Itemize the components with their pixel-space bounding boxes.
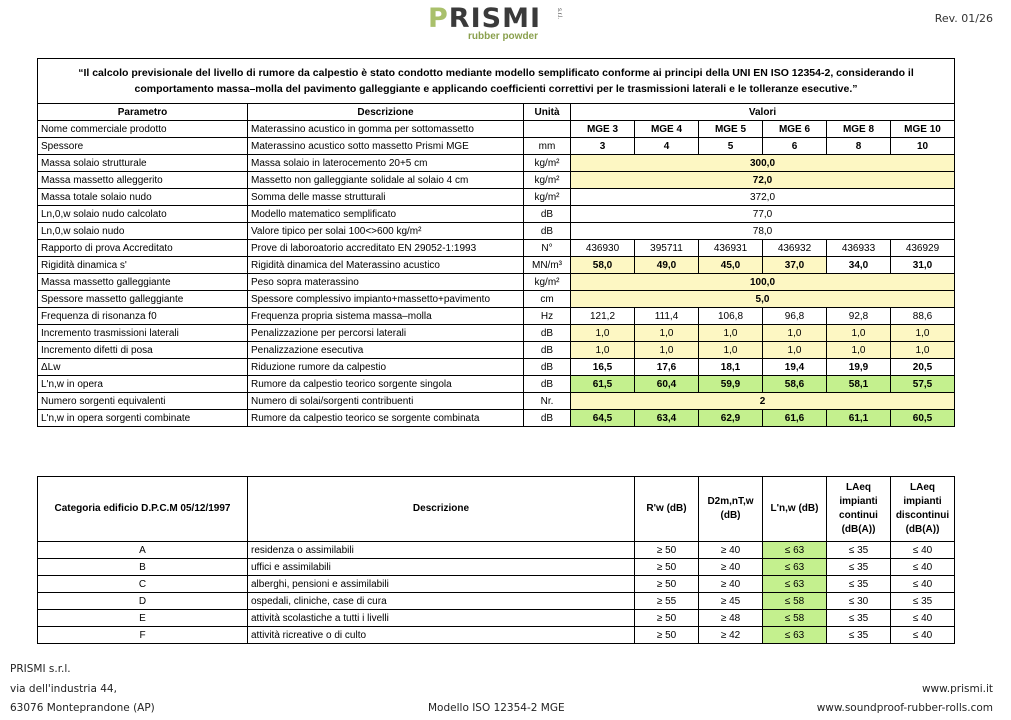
param-unit: kg/m² xyxy=(524,274,571,291)
category-laeq-continui: ≤ 35 xyxy=(827,559,891,576)
category-lnw: ≤ 63 xyxy=(763,576,827,593)
category-row xyxy=(38,559,955,576)
footer-city: 63076 Monteprandone (AP) xyxy=(10,702,155,714)
category-d2m: ≥ 40 xyxy=(699,559,763,576)
category-rw: ≥ 50 xyxy=(635,576,699,593)
cat-header-laeq-continui: LAeq impianti continui (dB(A)) xyxy=(827,477,891,542)
param-value: 8 xyxy=(827,138,891,155)
param-value: 436929 xyxy=(891,240,955,257)
param-row xyxy=(38,172,955,189)
category-description: residenza o assimilabili xyxy=(248,542,635,559)
param-value: 1,0 xyxy=(827,342,891,359)
param-description: Prove di laboroatorio accreditato EN 29052-1:1993 xyxy=(248,240,524,257)
param-unit: dB xyxy=(524,410,571,427)
param-unit: dB xyxy=(524,376,571,393)
param-value: MGE 10 xyxy=(891,121,955,138)
category-d2m: ≥ 40 xyxy=(699,576,763,593)
category-row xyxy=(38,593,955,610)
param-value: 1,0 xyxy=(763,342,827,359)
param-row xyxy=(38,189,955,206)
param-value: 34,0 xyxy=(827,257,891,274)
category-letter: D xyxy=(38,593,248,610)
param-description: Massetto non galleggiante solidale al solaio 4 cm xyxy=(248,172,524,189)
cat-header-row xyxy=(38,477,955,542)
param-name: Ln,0,w solaio nudo xyxy=(38,223,248,240)
param-unit: mm xyxy=(524,138,571,155)
param-value: 1,0 xyxy=(699,342,763,359)
param-value-merged: 300,0 xyxy=(571,155,955,172)
param-unit: dB xyxy=(524,223,571,240)
param-name: Nome commerciale prodotto xyxy=(38,121,248,138)
param-value: 57,5 xyxy=(891,376,955,393)
param-value: 58,1 xyxy=(827,376,891,393)
param-value: 62,9 xyxy=(699,410,763,427)
param-description: Numero di solai/sorgenti contribuenti xyxy=(248,393,524,410)
calculation-table xyxy=(37,58,955,427)
param-value: 1,0 xyxy=(635,342,699,359)
param-value: 5 xyxy=(699,138,763,155)
param-value: 6 xyxy=(763,138,827,155)
category-laeq-discontinui: ≤ 35 xyxy=(891,593,955,610)
category-laeq-discontinui: ≤ 40 xyxy=(891,610,955,627)
param-value-merged: 100,0 xyxy=(571,274,955,291)
param-name: Incremento difetti di posa xyxy=(38,342,248,359)
param-value: 395711 xyxy=(635,240,699,257)
cat-header-rw: R'w (dB) xyxy=(635,477,699,542)
param-value: 64,5 xyxy=(571,410,635,427)
footer-site-soundproof[interactable]: www.soundproof-rubber-rolls.com xyxy=(816,702,993,714)
prismi-logo xyxy=(428,4,578,44)
category-letter: A xyxy=(38,542,248,559)
param-value: 1,0 xyxy=(891,325,955,342)
param-value: MGE 3 xyxy=(571,121,635,138)
param-name: L'n,w in opera sorgenti combinate xyxy=(38,410,248,427)
category-description: ospedali, cliniche, case di cura xyxy=(248,593,635,610)
param-description: Spessore complessivo impianto+massetto+pavimento xyxy=(248,291,524,308)
param-unit: dB xyxy=(524,359,571,376)
param-description: Penalizzazione per percorsi laterali xyxy=(248,325,524,342)
category-rw: ≥ 50 xyxy=(635,542,699,559)
param-name: Massa massetto alleggerito xyxy=(38,172,248,189)
category-letter: E xyxy=(38,610,248,627)
logo-wordmark: PRISMI xyxy=(428,3,541,34)
param-value: 19,4 xyxy=(763,359,827,376)
category-lnw: ≤ 58 xyxy=(763,610,827,627)
param-value-merged: 77,0 xyxy=(571,206,955,223)
param-description: Penalizzazione esecutiva xyxy=(248,342,524,359)
param-row xyxy=(38,257,955,274)
param-value: 106,8 xyxy=(699,308,763,325)
param-value: MGE 6 xyxy=(763,121,827,138)
param-name: Massa solaio strutturale xyxy=(38,155,248,172)
param-name: Rapporto di prova Accreditato xyxy=(38,240,248,257)
param-value: 1,0 xyxy=(571,325,635,342)
param-value: 59,9 xyxy=(699,376,763,393)
category-laeq-continui: ≤ 35 xyxy=(827,610,891,627)
category-lnw: ≤ 58 xyxy=(763,593,827,610)
category-lnw: ≤ 63 xyxy=(763,559,827,576)
param-row xyxy=(38,291,955,308)
category-description: attività scolastiche a tutti i livelli xyxy=(248,610,635,627)
param-unit: N° xyxy=(524,240,571,257)
building-category-table xyxy=(37,476,955,644)
param-value: 88,6 xyxy=(891,308,955,325)
category-laeq-discontinui: ≤ 40 xyxy=(891,576,955,593)
category-laeq-continui: ≤ 35 xyxy=(827,576,891,593)
param-row xyxy=(38,240,955,257)
category-laeq-discontinui: ≤ 40 xyxy=(891,627,955,644)
param-value: 436930 xyxy=(571,240,635,257)
category-laeq-discontinui: ≤ 40 xyxy=(891,542,955,559)
param-name: Rigidità dinamica s' xyxy=(38,257,248,274)
header-parametro: Parametro xyxy=(38,104,248,121)
param-value: 60,4 xyxy=(635,376,699,393)
param-unit: kg/m² xyxy=(524,189,571,206)
param-description: Frequenza propria sistema massa–molla xyxy=(248,308,524,325)
intro-row xyxy=(38,59,955,104)
category-rw: ≥ 50 xyxy=(635,559,699,576)
footer-model: Modello ISO 12354-2 MGE xyxy=(428,702,565,714)
param-description: Materassino acustico sotto massetto Prismi MGE xyxy=(248,138,524,155)
category-laeq-discontinui: ≤ 40 xyxy=(891,559,955,576)
param-row xyxy=(38,121,955,138)
param-row xyxy=(38,359,955,376)
param-row xyxy=(38,155,955,172)
param-name: Ln,0,w solaio nudo calcolato xyxy=(38,206,248,223)
param-value: 49,0 xyxy=(635,257,699,274)
param-value: MGE 8 xyxy=(827,121,891,138)
param-value: 436932 xyxy=(763,240,827,257)
param-value: 31,0 xyxy=(891,257,955,274)
cat-header-laeq-discontinui: LAeq impianti discontinui (dB(A)) xyxy=(891,477,955,542)
param-unit: MN/m³ xyxy=(524,257,571,274)
footer-site-prismi[interactable]: www.prismi.it xyxy=(921,683,993,695)
param-value-merged: 372,0 xyxy=(571,189,955,206)
category-rw: ≥ 55 xyxy=(635,593,699,610)
category-description: attività ricreative o di culto xyxy=(248,627,635,644)
param-description: Massa solaio in laterocemento 20+5 cm xyxy=(248,155,524,172)
param-value: 18,1 xyxy=(699,359,763,376)
category-rw: ≥ 50 xyxy=(635,627,699,644)
category-d2m: ≥ 45 xyxy=(699,593,763,610)
category-d2m: ≥ 42 xyxy=(699,627,763,644)
cat-header-d2m: D2m,nT,w (dB) xyxy=(699,477,763,542)
param-unit xyxy=(524,121,571,138)
param-unit: kg/m² xyxy=(524,155,571,172)
cat-header-categoria: Categoria edificio D.P.C.M 05/12/1997 xyxy=(38,477,248,542)
param-value: 1,0 xyxy=(891,342,955,359)
param-value: 92,8 xyxy=(827,308,891,325)
param-description: Somma delle masse strutturali xyxy=(248,189,524,206)
param-value: 111,4 xyxy=(635,308,699,325)
category-description: uffici e assimilabili xyxy=(248,559,635,576)
param-unit: dB xyxy=(524,342,571,359)
category-letter: B xyxy=(38,559,248,576)
category-d2m: ≥ 48 xyxy=(699,610,763,627)
param-unit: kg/m² xyxy=(524,172,571,189)
param-name: Spessore xyxy=(38,138,248,155)
param-value: MGE 4 xyxy=(635,121,699,138)
category-row xyxy=(38,610,955,627)
param-description: Peso sopra materassino xyxy=(248,274,524,291)
param-description: Rigidità dinamica del Materassino acustico xyxy=(248,257,524,274)
param-unit: Nr. xyxy=(524,393,571,410)
param-value: 20,5 xyxy=(891,359,955,376)
revision-label: Rev. 01/26 xyxy=(934,12,993,25)
param-value: 19,9 xyxy=(827,359,891,376)
param-name: Frequenza di risonanza f0 xyxy=(38,308,248,325)
param-name: Incremento trasmissioni laterali xyxy=(38,325,248,342)
param-value: 1,0 xyxy=(571,342,635,359)
param-name: L'n,w in opera xyxy=(38,376,248,393)
param-description: Riduzione rumore da calpestio xyxy=(248,359,524,376)
param-name: Massa massetto galleggiante xyxy=(38,274,248,291)
param-value-merged: 2 xyxy=(571,393,955,410)
param-description: Valore tipico per solai 100<>600 kg/m² xyxy=(248,223,524,240)
header-unita: Unità xyxy=(524,104,571,121)
param-value: 4 xyxy=(635,138,699,155)
category-laeq-continui: ≤ 35 xyxy=(827,627,891,644)
param-value: 45,0 xyxy=(699,257,763,274)
category-lnw: ≤ 63 xyxy=(763,542,827,559)
footer-company: PRISMI s.r.l. xyxy=(10,663,71,675)
category-rw: ≥ 50 xyxy=(635,610,699,627)
param-name: Numero sorgenti equivalenti xyxy=(38,393,248,410)
param-value: MGE 5 xyxy=(699,121,763,138)
cat-header-lnw: L'n,w (dB) xyxy=(763,477,827,542)
param-value: 58,0 xyxy=(571,257,635,274)
param-unit: cm xyxy=(524,291,571,308)
param-value: 1,0 xyxy=(635,325,699,342)
category-letter: C xyxy=(38,576,248,593)
param-row xyxy=(38,138,955,155)
param-value-merged: 78,0 xyxy=(571,223,955,240)
param-value: 436933 xyxy=(827,240,891,257)
param-unit: dB xyxy=(524,325,571,342)
param-unit: dB xyxy=(524,206,571,223)
param-value: 3 xyxy=(571,138,635,155)
param-value: 63,4 xyxy=(635,410,699,427)
param-value-merged: 72,0 xyxy=(571,172,955,189)
param-value: 17,6 xyxy=(635,359,699,376)
param-description: Rumore da calpestio teorico sorgente singola xyxy=(248,376,524,393)
param-row xyxy=(38,410,955,427)
param-value: 436931 xyxy=(699,240,763,257)
param-row xyxy=(38,325,955,342)
main-header-row xyxy=(38,104,955,121)
param-name: Massa totale solaio nudo xyxy=(38,189,248,206)
param-row xyxy=(38,342,955,359)
param-name: Spessore massetto galleggiante xyxy=(38,291,248,308)
param-value: 1,0 xyxy=(763,325,827,342)
param-row xyxy=(38,206,955,223)
param-value: 1,0 xyxy=(827,325,891,342)
logo-subtitle: rubber powder xyxy=(468,31,539,42)
category-description: alberghi, pensioni e assimilabili xyxy=(248,576,635,593)
param-row xyxy=(38,393,955,410)
param-row xyxy=(38,274,955,291)
header-valori: Valori xyxy=(571,104,955,121)
category-lnw: ≤ 63 xyxy=(763,627,827,644)
param-description: Modello matematico semplificato xyxy=(248,206,524,223)
param-value: 10 xyxy=(891,138,955,155)
category-row xyxy=(38,627,955,644)
param-value: 61,6 xyxy=(763,410,827,427)
logo-tag: s.r.l. xyxy=(556,8,562,20)
param-value: 37,0 xyxy=(763,257,827,274)
cat-header-descrizione: Descrizione xyxy=(248,477,635,542)
param-unit: Hz xyxy=(524,308,571,325)
param-value: 61,1 xyxy=(827,410,891,427)
category-d2m: ≥ 40 xyxy=(699,542,763,559)
param-row xyxy=(38,376,955,393)
category-letter: F xyxy=(38,627,248,644)
param-value-merged: 5,0 xyxy=(571,291,955,308)
param-row xyxy=(38,223,955,240)
param-description: Materassino acustico in gomma per sottomassetto xyxy=(248,121,524,138)
category-laeq-continui: ≤ 30 xyxy=(827,593,891,610)
param-value: 1,0 xyxy=(699,325,763,342)
category-laeq-continui: ≤ 35 xyxy=(827,542,891,559)
param-value: 16,5 xyxy=(571,359,635,376)
param-value: 60,5 xyxy=(891,410,955,427)
param-value: 58,6 xyxy=(763,376,827,393)
category-row xyxy=(38,576,955,593)
param-description: Rumore da calpestio teorico se sorgente combinata xyxy=(248,410,524,427)
footer-street: via dell'industria 44, xyxy=(10,683,117,695)
param-value: 61,5 xyxy=(571,376,635,393)
param-value: 96,8 xyxy=(763,308,827,325)
category-row xyxy=(38,542,955,559)
param-name: ΔLw xyxy=(38,359,248,376)
param-row xyxy=(38,308,955,325)
intro-text: “Il calcolo previsionale del livello di rumore da calpestio è stato condotto mediante modello semplificato conforme ai principi della UNI EN ISO 12354-2, considerando il comportamento massa–molla del pavimento galleggiante e applicando coefficienti correttivi per le trasmissioni laterali e le tolleranze esecutive.” xyxy=(38,59,955,104)
param-value: 121,2 xyxy=(571,308,635,325)
header-descrizione: Descrizione xyxy=(248,104,524,121)
